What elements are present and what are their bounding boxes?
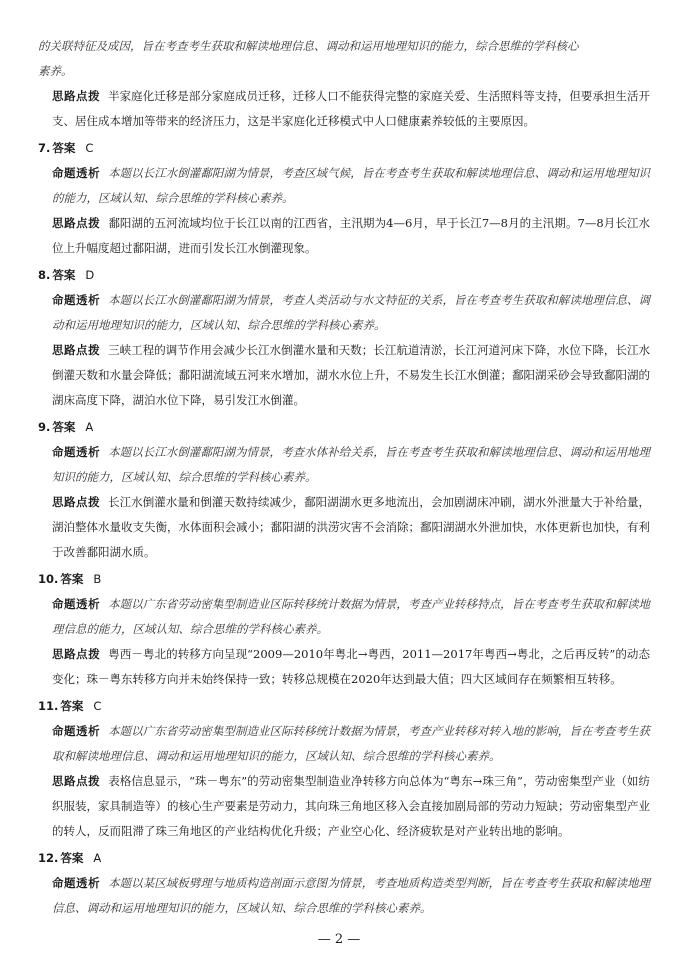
analysis-para: [38, 288, 650, 338]
analysis-text: 本题以长江水倒灌鄱阳湖为情景，考查水体补给关系，旨在考查考生获取和解读地理信息、调动和运用地理知识的能力，区域认知、综合思维的学科核心素养。: [52, 445, 650, 484]
answer-line: [38, 263, 650, 288]
analysis-para: [38, 161, 650, 211]
answer-value: B: [93, 572, 102, 586]
question-number: 8.: [38, 268, 51, 282]
answer-value: A: [85, 420, 94, 434]
hint-label: 思路点拨: [52, 495, 101, 509]
answer-value: A: [93, 851, 102, 865]
analysis-para: [38, 719, 650, 769]
hint-label: 思路点拨: [52, 343, 101, 357]
hint-text: 长江水倒灌水量和倒灌天数持续减少，鄱阳湖湖水更多地流出，会加剧湖床冲刷，湖水外泄量大于补给量，湖泊整体水量收支失衡，水体面积会减小；鄱阳湖的洪涝灾害不会消除；鄱阳湖湖水外泄加快，水体更新也加快，有利于改善鄱阳湖水质。: [52, 495, 650, 559]
analysis-label: 命题透析: [52, 166, 101, 180]
page-number: — 2 —: [317, 932, 361, 947]
hint-text: 鄱阳湖的五河流域均位于长江以南的江西省，主汛期为4—6月，早于长江7—8月的主汛期。7—8月长江水位上升幅度超过鄱阳湖，进而引发长江水倒灌现象。: [52, 216, 650, 255]
answer-label: 答案: [52, 141, 76, 155]
answer-label: 答案: [60, 572, 84, 586]
hint-label: 思路点拨: [52, 89, 101, 103]
answer-line: [38, 694, 650, 719]
analysis-para: [38, 440, 650, 490]
analysis-label: 命题透析: [52, 597, 101, 611]
question-number: 11.: [38, 699, 59, 713]
analysis-label: 命题透析: [52, 293, 101, 307]
answer-value: C: [85, 141, 94, 155]
hint-para: [38, 338, 650, 413]
hint-text: 粤西－粤北的转移方向呈现“2009—2010年粤北→粤西，2011—2017年粤西→粤北，之后再反转”的动态变化；珠－粤东转移方向并未始终保持一致；转移总规模在2020年达到最大值；四大区域间存在频繁相互转移。: [52, 647, 651, 686]
hint-text: 三峡工程的调节作用会减少长江水倒灌水量和天数；长江航道清淤，长江河道河床下降，水位下降，长江水倒灌天数和水量会降低；鄱阳湖流域五河来水增加，湖水水位上升，不易发生长江水倒灌；鄱阳湖采砂会导致鄱阳湖的湖床高度下降，湖泊水位下降，易引发江水倒灌。: [52, 343, 650, 407]
hint-para: [38, 642, 650, 692]
question-number: 12.: [38, 851, 59, 865]
analysis-label: 命题透析: [52, 724, 101, 738]
hint-text: 表格信息显示，“珠－粤东”的劳动密集型制造业净转移方向总体为“粤东→珠三角”，劳动密集型产业（如纺织服装，家具制造等）的核心生产要素是劳动力，其向珠三角地区移入会直接加剧局部的劳动力短缺；劳动密集型产业的转人，反而阻滞了珠三角地区的产业结构优化升级；产业空心化、经济疲软是对产业转出地的影响。: [52, 774, 650, 838]
answer-label: 答案: [52, 420, 76, 434]
answer-line: [38, 567, 650, 592]
analysis-text: 本题以广东省劳动密集型制造业区际转移统计数据为情景，考查产业转移特点，旨在考查考生获取和解读地理信息的能力，区域认知、综合思维的学科核心素养。: [52, 597, 650, 636]
hint-para: [38, 769, 650, 844]
analysis-text: 本题以广东省劳动密集型制造业区际转移统计数据为情景，考查产业转移对转入地的影响，旨在考查考生获取和解读地理信息、调动和运用地理知识的能力，区域认知、综合思维的学科核心素养。: [52, 724, 650, 763]
analysis-text: 本题以长江水倒灌鄱阳湖为情景，考查人类活动与水文特征的关系，旨在考查考生获取和解读地理信息、调动和运用地理知识的能力，区域认知、综合思维的学科核心素养。: [52, 293, 650, 332]
hint-label: 思路点拨: [52, 216, 101, 230]
answer-label: 答案: [60, 699, 84, 713]
hint-label: 思路点拨: [52, 774, 101, 788]
answer-line: [38, 136, 650, 161]
answer-value: C: [93, 699, 102, 713]
question-number: 7.: [38, 141, 51, 155]
analysis-label: 命题透析: [52, 445, 101, 459]
question-number: 10.: [38, 572, 59, 586]
hint-label: 思路点拨: [52, 647, 101, 661]
intro-text: [38, 34, 650, 84]
answer-line: [38, 415, 650, 440]
answer-line: [38, 846, 650, 871]
hint-text: 半家庭化迁移是部分家庭成员迁移，迁移人口不能获得完整的家庭关爱、生活照料等支持，但要承担生活开支、居住成本增加等带来的经济压力，这是半家庭化迁移模式中人口健康素养较低的主要原因。: [52, 89, 650, 128]
answer-label: 答案: [52, 268, 76, 282]
analysis-text: 本题以某区域板劈理与地质构造剖面示意图为情景，考查地质构造类型判断，旨在考查考生获取和解读地理信息、调动和运用地理知识的能力，区域认知、综合思维的学科核心素养。: [52, 876, 650, 915]
answer-label: 答案: [60, 851, 84, 865]
answer-value: D: [85, 268, 95, 282]
question-number: 9.: [38, 420, 51, 434]
analysis-label: 命题透析: [52, 876, 101, 890]
intro-line-2: 素养。: [38, 64, 73, 78]
analysis-para: [38, 592, 650, 642]
document-page: [38, 34, 650, 921]
hint-para: [38, 490, 650, 565]
hint-para: [38, 211, 650, 261]
q6-hint: [38, 84, 650, 134]
analysis-text: 本题以长江水倒灌鄱阳湖为情景，考查区域气候，旨在考查考生获取和解读地理信息、调动和运用地理知识的能力，区域认知、综合思维的学科核心素养。: [52, 166, 650, 205]
analysis-para: [38, 871, 650, 921]
intro-line-1: 的关联特征及成因，旨在考查考生获取和解读地理信息、调动和运用地理知识的能力，综合思维的学科核心: [38, 39, 579, 53]
